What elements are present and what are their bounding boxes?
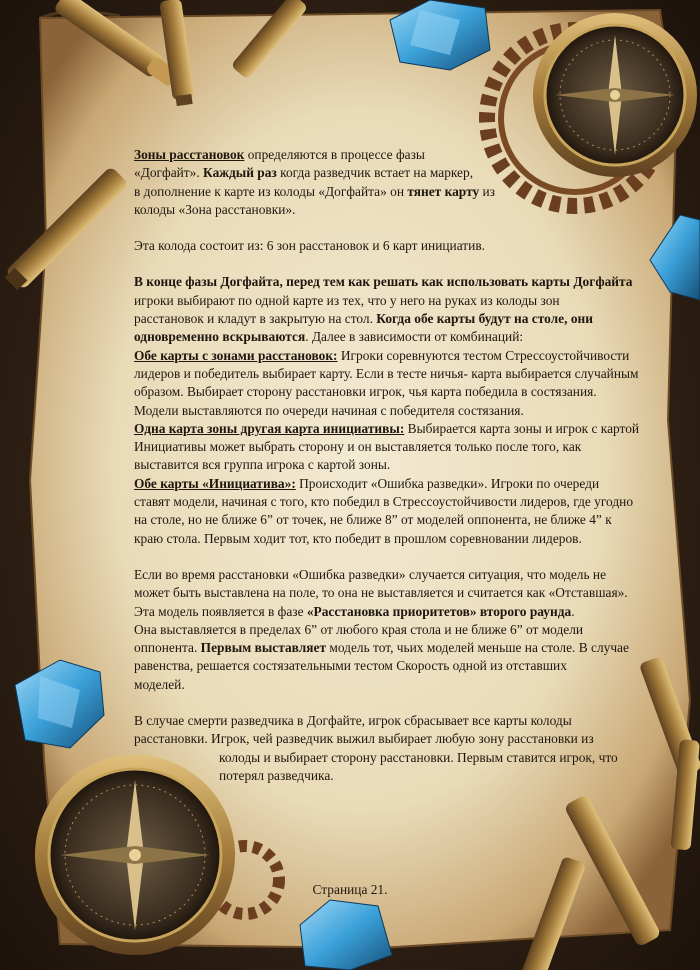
term-each-time: Каждый раз (203, 165, 277, 181)
term-first-deploys: Первым выставляет (200, 640, 327, 656)
text-span: одновременно вскрываются (134, 329, 306, 345)
paragraph-end-of-dogfight (134, 273, 694, 547)
text-span: на столе, но не ближе 6” от точек, не ближе 8” от моделей оппонента, не ближе 4” к (134, 512, 612, 528)
term-draw-card: тянет карту (407, 183, 480, 199)
text-span: в дополнение к карте из колоды «Догфайта» он (134, 183, 408, 199)
text-span: Когда обе карты будут на столе, они (376, 311, 593, 327)
paragraph-deck-contents: Эта колода состоит из: 6 зон расстановок и 6 карт инициатив. (134, 238, 485, 254)
text-span: расстановки. Игрок, чей разведчик выжил выбирает любую зону расстановки из (134, 731, 594, 747)
text-span: модель тот, чьих моделей меньше на столе. В случае (326, 640, 629, 656)
text-span: определяются в процессе фазы (244, 147, 425, 162)
text-span: лидеров и победитель выбирает карту. Если в тесте ничья- карта выбирается случайным (134, 365, 639, 381)
term-deployment-zones: Зоны расстановок (134, 147, 245, 162)
paragraph-scout-death (134, 712, 694, 785)
text-span: Она выставляется в пределах 6” от любого края стола и не ближе 6” от модели (134, 621, 584, 637)
text-span: моделей. (134, 676, 185, 692)
text-span: Происходит «Ошибка разведки». Игроки по очереди (295, 475, 600, 491)
text-span: «Догфайт». (134, 165, 204, 181)
paragraph-scouting-error (134, 566, 694, 694)
term-priority-deployment: «Расстановка приоритетов» второго раунда (306, 603, 572, 619)
case-both-zones-heading: Обе карты с зонами расстановок: (134, 347, 338, 363)
text-span: В случае смерти разведчика в Догфайте, игрок сбрасывает все карты колоды (134, 713, 572, 729)
text-span: расстановок и кладут в закрытую на стол. (134, 311, 377, 327)
text-span: колоды «Зона расстановки». (134, 201, 296, 217)
text-span: . (571, 603, 575, 619)
case-both-initiative-heading: Обе карты «Инициатива»: (134, 475, 296, 491)
text-span: ставят модели, начиная с того, кто победил в Стрессоустойчивости лидеров, где угодно (134, 494, 634, 510)
text-span: краю стола. Первым ходит тот, кто победит в прошлом соревновании лидеров. (134, 530, 582, 546)
text-span: . Далее в зависимости от комбинаций: (305, 329, 524, 345)
text-span: Эта модель появляется в фазе (134, 603, 307, 619)
text-span: образом. Выбирает сторону расстановки игрок, чья карта победила в состязания. (134, 384, 597, 400)
case-zone-and-initiative-heading: Одна карта зоны другая карта инициативы: (134, 420, 405, 436)
text-span: может быть выставлена на поле, то она не выставляется и считается как «Отставшая». (134, 585, 628, 601)
text-span: Если во время расстановки «Ошибка разведки» случается ситуация, что модель не (134, 566, 607, 582)
text-span: В конце фазы Догфайта, перед тем как решать как использовать карты Догфайта (134, 274, 633, 290)
text-span: Модели выставляются по очереди начиная с победителя состязания. (134, 402, 524, 418)
text-span: равенства, решается состязательными тестом Скорость одной из отставших (134, 658, 567, 674)
page-number: Страница 21. (312, 882, 388, 897)
text-span: когда разведчик встает на маркер, (276, 165, 474, 181)
text-span: из (479, 183, 495, 199)
text-span: оппонента. (134, 640, 201, 656)
rules-text (134, 146, 694, 785)
text-span: Игроки соревнуются тестом Стрессоустойчивости (337, 347, 630, 363)
text-span: выставится вся группа игрока с картой зоны. (134, 457, 391, 473)
text-span: потерял разведчика. (219, 767, 334, 783)
text-span: игроки выбирают по одной карте из тех, что у него на руках из колоды зон (134, 292, 560, 308)
text-span: Инициативы может выбрать сторону и он выставляется только после того, как (134, 439, 582, 455)
text-span: колоды и выбирает сторону расстановки. Первым ставится игрок, что (219, 749, 618, 765)
paragraph-deployment-zones (134, 146, 694, 219)
text-span: Выбирается карта зоны и игрок с картой (404, 420, 640, 436)
